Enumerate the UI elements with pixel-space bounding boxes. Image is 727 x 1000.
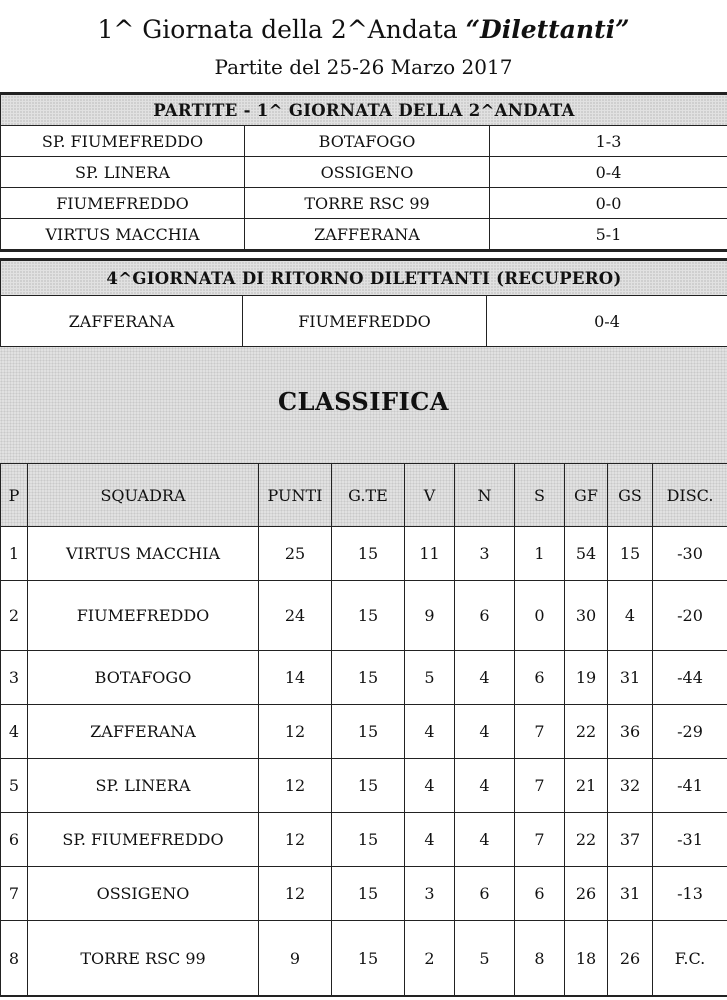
standings-cell-played: 15 — [332, 581, 405, 651]
standings-cell-played: 15 — [332, 527, 405, 581]
standings-cell-points: 12 — [259, 759, 332, 813]
standings-cell-goals-for: 19 — [565, 651, 608, 705]
standings-cell-lost: 8 — [515, 921, 565, 997]
match-row — [1, 157, 727, 188]
col-header-won: V — [405, 464, 455, 527]
standings-cell-drawn: 6 — [455, 867, 515, 921]
recupero-score: 0-4 — [487, 296, 727, 348]
match-score: 0-0 — [490, 188, 727, 219]
standings-cell-lost: 7 — [515, 705, 565, 759]
page-subtitle: Partite del 25-26 Marzo 2017 — [214, 55, 513, 79]
standings-cell-lost: 7 — [515, 759, 565, 813]
standings-cell-played: 15 — [332, 813, 405, 867]
standings-header-row — [1, 464, 727, 527]
standings-cell-won: 2 — [405, 921, 455, 997]
standings-cell-discipline: -13 — [653, 867, 727, 921]
classifica-title: CLASSIFICA — [278, 387, 449, 416]
standings-cell-discipline: -44 — [653, 651, 727, 705]
standings-cell-goals-for: 54 — [565, 527, 608, 581]
standings-cell-played: 15 — [332, 921, 405, 997]
standings-cell-lost: 1 — [515, 527, 565, 581]
recupero-home-team: ZAFFERANA — [1, 296, 243, 348]
standings-cell-discipline: -31 — [653, 813, 727, 867]
standings-cell-won: 9 — [405, 581, 455, 651]
standings-cell-goals-against: 31 — [608, 651, 653, 705]
standings-cell-lost: 7 — [515, 813, 565, 867]
standings-cell-drawn: 6 — [455, 581, 515, 651]
standings-cell-goals-for: 21 — [565, 759, 608, 813]
standings-cell-goals-for: 30 — [565, 581, 608, 651]
standings-cell-played: 15 — [332, 867, 405, 921]
standings-cell-team: BOTAFOGO — [28, 651, 259, 705]
col-header-discipline: DISC. — [653, 464, 727, 527]
standings-cell-team: OSSIGENO — [28, 867, 259, 921]
match-home-team: VIRTUS MACCHIA — [1, 219, 245, 251]
col-header-position: P — [1, 464, 28, 527]
title-text: 1^ Giornata della 2^Andata — [97, 15, 466, 44]
recupero-row — [1, 296, 727, 348]
standings-cell-discipline: -41 — [653, 759, 727, 813]
match-score: 1-3 — [490, 126, 727, 157]
standings-cell-position: 5 — [1, 759, 28, 813]
match-home-team: SP. LINERA — [1, 157, 245, 188]
match-away-team: OSSIGENO — [245, 157, 490, 188]
match-away-team: TORRE RSC 99 — [245, 188, 490, 219]
match-score: 5-1 — [490, 219, 727, 251]
col-header-lost: S — [515, 464, 565, 527]
col-header-played: G.TE — [332, 464, 405, 527]
matches-table — [0, 92, 727, 252]
standings-cell-team: TORRE RSC 99 — [28, 921, 259, 997]
standings-cell-points: 24 — [259, 581, 332, 651]
standings-row — [1, 527, 727, 581]
standings-row — [1, 651, 727, 705]
standings-row — [1, 759, 727, 813]
standings-cell-played: 15 — [332, 651, 405, 705]
col-header-team: SQUADRA — [28, 464, 259, 527]
standings-cell-points: 14 — [259, 651, 332, 705]
match-score: 0-4 — [490, 157, 727, 188]
standings-cell-drawn: 4 — [455, 651, 515, 705]
col-header-points: PUNTI — [259, 464, 332, 527]
title-emphasis: “Dilettanti” — [465, 15, 630, 44]
standings-cell-goals-against: 26 — [608, 921, 653, 997]
standings-cell-discipline: F.C. — [653, 921, 727, 997]
standings-row — [1, 921, 727, 997]
standings-cell-drawn: 5 — [455, 921, 515, 997]
standings-cell-won: 5 — [405, 651, 455, 705]
standings-cell-won: 4 — [405, 705, 455, 759]
col-header-goals-for: GF — [565, 464, 608, 527]
standings-cell-team: VIRTUS MACCHIA — [28, 527, 259, 581]
standings-cell-position: 7 — [1, 867, 28, 921]
standings-cell-drawn: 3 — [455, 527, 515, 581]
standings-cell-won: 4 — [405, 813, 455, 867]
standings-cell-position: 1 — [1, 527, 28, 581]
recupero-table — [0, 258, 727, 349]
standings-cell-position: 2 — [1, 581, 28, 651]
standings-row — [1, 867, 727, 921]
standings-cell-goals-for: 22 — [565, 705, 608, 759]
standings-cell-points: 12 — [259, 705, 332, 759]
standings-cell-goals-for: 26 — [565, 867, 608, 921]
match-row — [1, 126, 727, 157]
matches-heading: PARTITE - 1^ GIORNATA DELLA 2^ANDATA — [1, 94, 727, 126]
recupero-heading: 4^GIORNATA DI RITORNO DILETTANTI (RECUPERO) — [1, 260, 727, 296]
standings-cell-goals-against: 32 — [608, 759, 653, 813]
standings-cell-won: 4 — [405, 759, 455, 813]
standings-cell-drawn: 4 — [455, 705, 515, 759]
standings-cell-discipline: -30 — [653, 527, 727, 581]
match-row — [1, 219, 727, 251]
match-home-team: FIUMEFREDDO — [1, 188, 245, 219]
col-header-goals-against: GS — [608, 464, 653, 527]
standings-body — [1, 527, 727, 997]
standings-cell-goals-for: 22 — [565, 813, 608, 867]
standings-cell-position: 4 — [1, 705, 28, 759]
standings-cell-points: 25 — [259, 527, 332, 581]
standings-cell-team: FIUMEFREDDO — [28, 581, 259, 651]
standings-cell-goals-against: 15 — [608, 527, 653, 581]
standings-cell-points: 9 — [259, 921, 332, 997]
standings-row — [1, 813, 727, 867]
standings-cell-lost: 0 — [515, 581, 565, 651]
standings-cell-discipline: -29 — [653, 705, 727, 759]
standings-cell-goals-against: 4 — [608, 581, 653, 651]
standings-cell-goals-against: 31 — [608, 867, 653, 921]
col-header-drawn: N — [455, 464, 515, 527]
standings-cell-position: 6 — [1, 813, 28, 867]
match-row — [1, 188, 727, 219]
standings-cell-position: 8 — [1, 921, 28, 997]
recupero-away-team: FIUMEFREDDO — [243, 296, 487, 348]
match-home-team: SP. FIUMEFREDDO — [1, 126, 245, 157]
standings-cell-team: SP. FIUMEFREDDO — [28, 813, 259, 867]
standings-table — [0, 463, 727, 997]
standings-row — [1, 581, 727, 651]
standings-cell-position: 3 — [1, 651, 28, 705]
standings-row — [1, 705, 727, 759]
match-away-team: ZAFFERANA — [245, 219, 490, 251]
page-title — [0, 14, 727, 46]
classifica-banner — [0, 347, 727, 463]
standings-cell-team: ZAFFERANA — [28, 705, 259, 759]
standings-cell-played: 15 — [332, 705, 405, 759]
standings-cell-goals-against: 36 — [608, 705, 653, 759]
standings-cell-team: SP. LINERA — [28, 759, 259, 813]
standings-cell-lost: 6 — [515, 651, 565, 705]
standings-cell-drawn: 4 — [455, 813, 515, 867]
standings-cell-points: 12 — [259, 813, 332, 867]
standings-cell-goals-against: 37 — [608, 813, 653, 867]
standings-cell-drawn: 4 — [455, 759, 515, 813]
standings-cell-won: 11 — [405, 527, 455, 581]
standings-cell-goals-for: 18 — [565, 921, 608, 997]
standings-cell-won: 3 — [405, 867, 455, 921]
standings-cell-discipline: -20 — [653, 581, 727, 651]
standings-cell-lost: 6 — [515, 867, 565, 921]
match-away-team: BOTAFOGO — [245, 126, 490, 157]
standings-cell-points: 12 — [259, 867, 332, 921]
standings-cell-played: 15 — [332, 759, 405, 813]
